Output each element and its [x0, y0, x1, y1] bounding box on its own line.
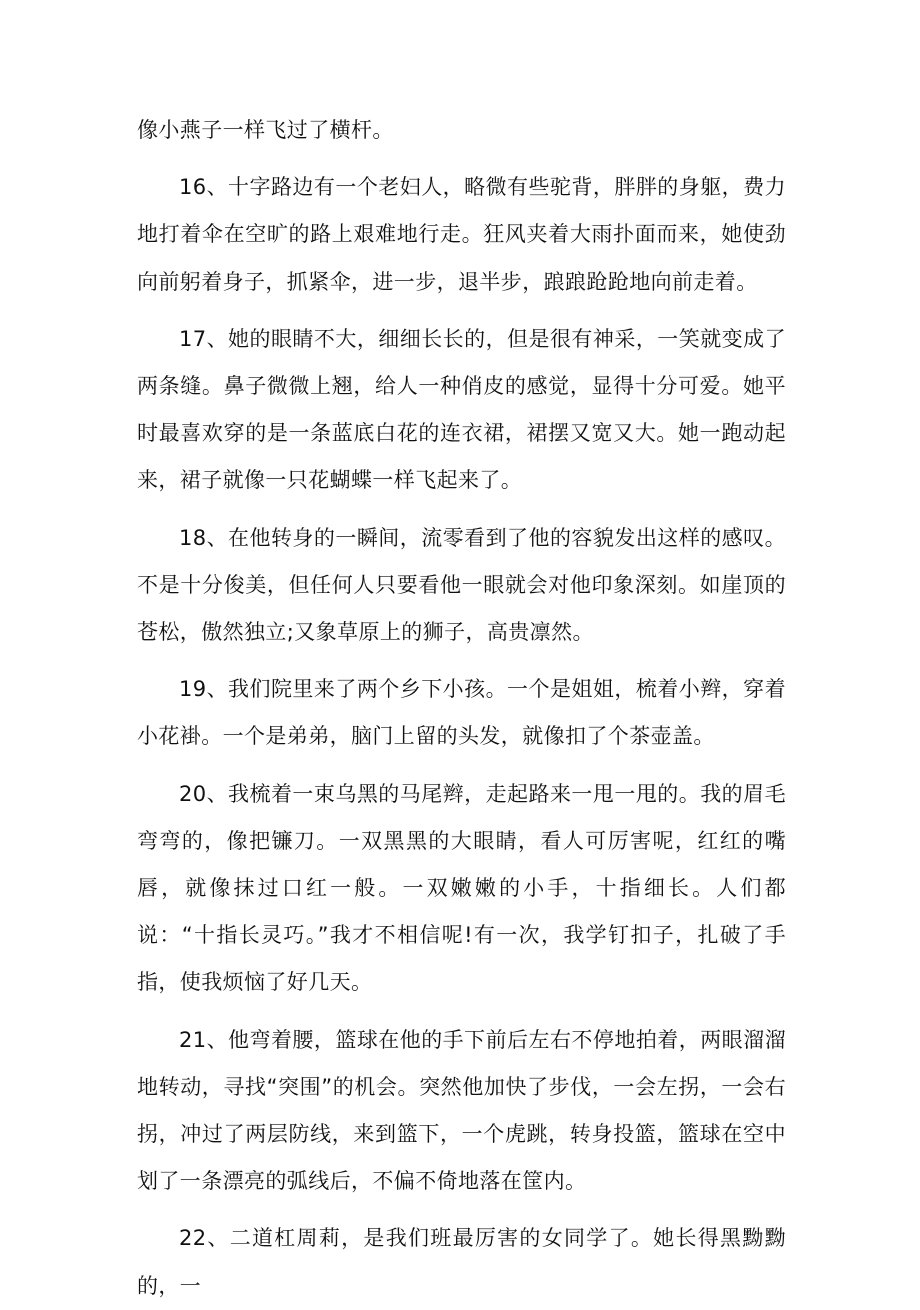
paragraph-20: 20、我梳着一束乌黑的马尾辫，走起路来一甩一甩的。我的眉毛弯弯的，像把镰刀。一双黑黑的大眼睛，看人可厉害呢，红红的嘴唇，就像抹过口红一般。一双嫩嫩的小手，十指细长。人们都说：“十指长灵巧。”我才不相信呢!有一次，我学钉扣子，扎破了手指，使我烦恼了好几天。: [137, 781, 786, 995]
paragraph-17: 17、她的眼睛不大，细细长长的，但是很有神采，一笑就变成了两条缝。鼻子微微上翘，给人一种俏皮的感觉，显得十分可爱。她平时最喜欢穿的是一条蓝底白花的连衣裙，裙摆又宽又大。她一跑动起来，裙子就像一只花蝴蝶一样飞起来了。: [137, 326, 786, 493]
paragraph-16: 16、十字路边有一个老妇人，略微有些驼背，胖胖的身躯，费力地打着伞在空旷的路上艰难地行走。狂风夹着大雨扑面而来，她使劲向前躬着身子，抓紧伞，进一步，退半步，踉踉跄跄地向前走着。: [137, 175, 786, 294]
paragraph-22: 22、二道杠周莉，是我们班最厉害的女同学了。她长得黑黝黝的，一: [137, 1226, 786, 1298]
paragraph-18: 18、在他转身的一瞬间，流零看到了他的容貌发出这样的感叹。不是十分俊美，但任何人只要看他一眼就会对他印象深刻。如崖顶的苍松，傲然独立;又象草原上的狮子，高贵凛然。: [137, 525, 786, 645]
paragraph-19: 19、我们院里来了两个乡下小孩。一个是姐姐，梳着小辫，穿着小花褂。一个是弟弟，脑门上留的头发，就像扣了个茶壶盖。: [137, 677, 786, 749]
paragraph-15-continuation: 像小燕子一样飞过了横杆。: [137, 118, 394, 142]
paragraph-21: 21、他弯着腰，篮球在他的手下前后左右不停地拍着，两眼溜溜地转动，寻找“突围”的机会。突然他加快了步伐，一会左拐，一会右拐，冲过了两层防线，来到篮下，一个虎跳，转身投篮，篮球在空中划了一条漂亮的弧线后，不偏不倚地落在筐内。: [137, 1027, 786, 1194]
